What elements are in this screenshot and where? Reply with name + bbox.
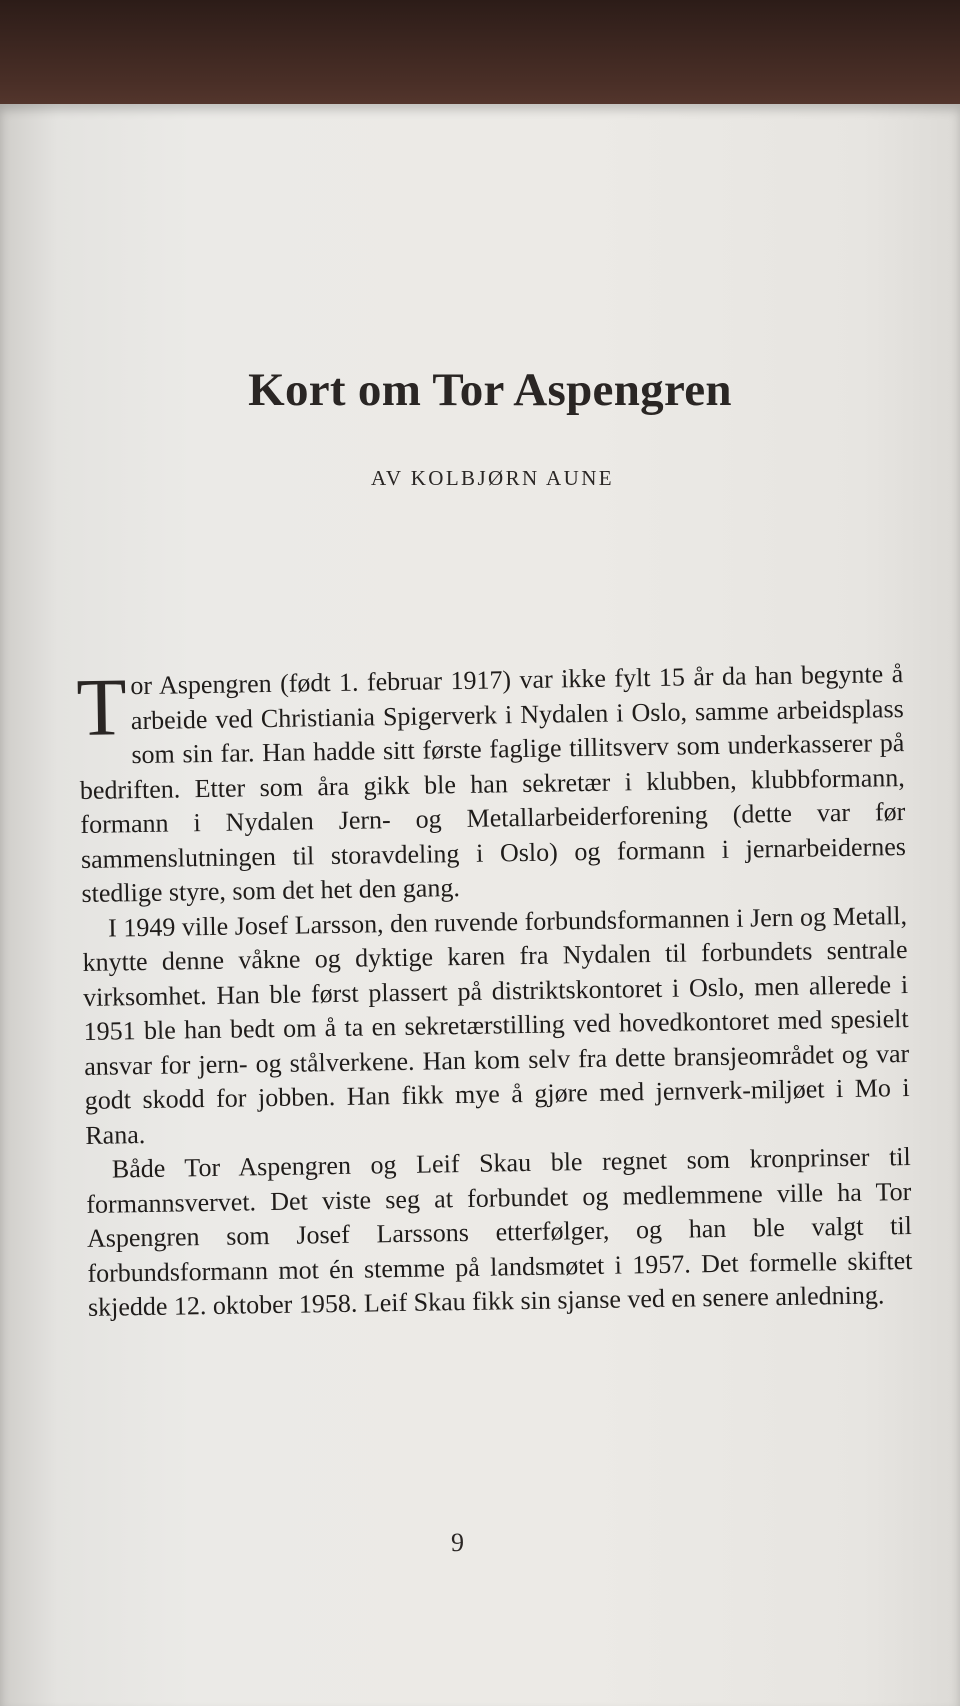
page-number: 9 xyxy=(451,1528,464,1557)
paragraph-1-text: or Aspengren (født 1. februar 1917) var ikke fylt 15 år da han begynte å arbeide ved Christiania Spigerverk i Nydalen i Oslo, samme arbeidsplass som sin far. Han hadde sitt første faglige tillitsverv som underkasserer på bedriften. Etter som åra gikk ble han sekretær i klubben, klubbformann, formann i Nydalen Jern- og Metallarbeiderforening (dette var før sammenslutningen til storavdeling i Oslo) og formann i jernarbeidernes stedlige styre, som det het den gang. xyxy=(79,659,907,908)
chapter-title: Kort om Tor Aspengren xyxy=(248,364,732,417)
drop-cap: T xyxy=(75,661,128,754)
book-page xyxy=(0,104,960,1706)
paragraph-3: Både Tor Aspengren og Leif Skau ble regnet som kronprinser til formannsvervet. Det viste seg at forbundet og medlemmene ville ha Tor Aspengren som Josef Larssons etterfølger, og han ble valgt til forbundsformann mot én stemme på landsmøtet i 1957. Det formelle skiftet skjedde 12. oktober 1958. Leif Skau fikk sin sjanse ved en senere anledning. xyxy=(86,1141,913,1322)
chapter-body xyxy=(75,657,913,1325)
paragraph-2: I 1949 ville Josef Larsson, den ruvende forbundsformannen i Jern og Metall, knytte denne våkne og dyktige karen fra Nydalen til forbundets sentrale virksomhet. Han ble først plassert på distriktskontoret i Oslo, men allerede i 1951 ble han bedt om å ta en sekretærstilling ved hovedkontoret med spesielt ansvar for jern- og stålverkene. Han kom selv fra dette bransjeområdet og var godt skodd for jobben. Han fikk mye å gjøre med jernverk-miljøet i Mo i Rana. xyxy=(82,900,910,1150)
paragraph-1 xyxy=(75,657,907,911)
chapter-byline: AV KOLBJØRN AUNE xyxy=(371,466,614,490)
background-surface xyxy=(0,0,960,120)
